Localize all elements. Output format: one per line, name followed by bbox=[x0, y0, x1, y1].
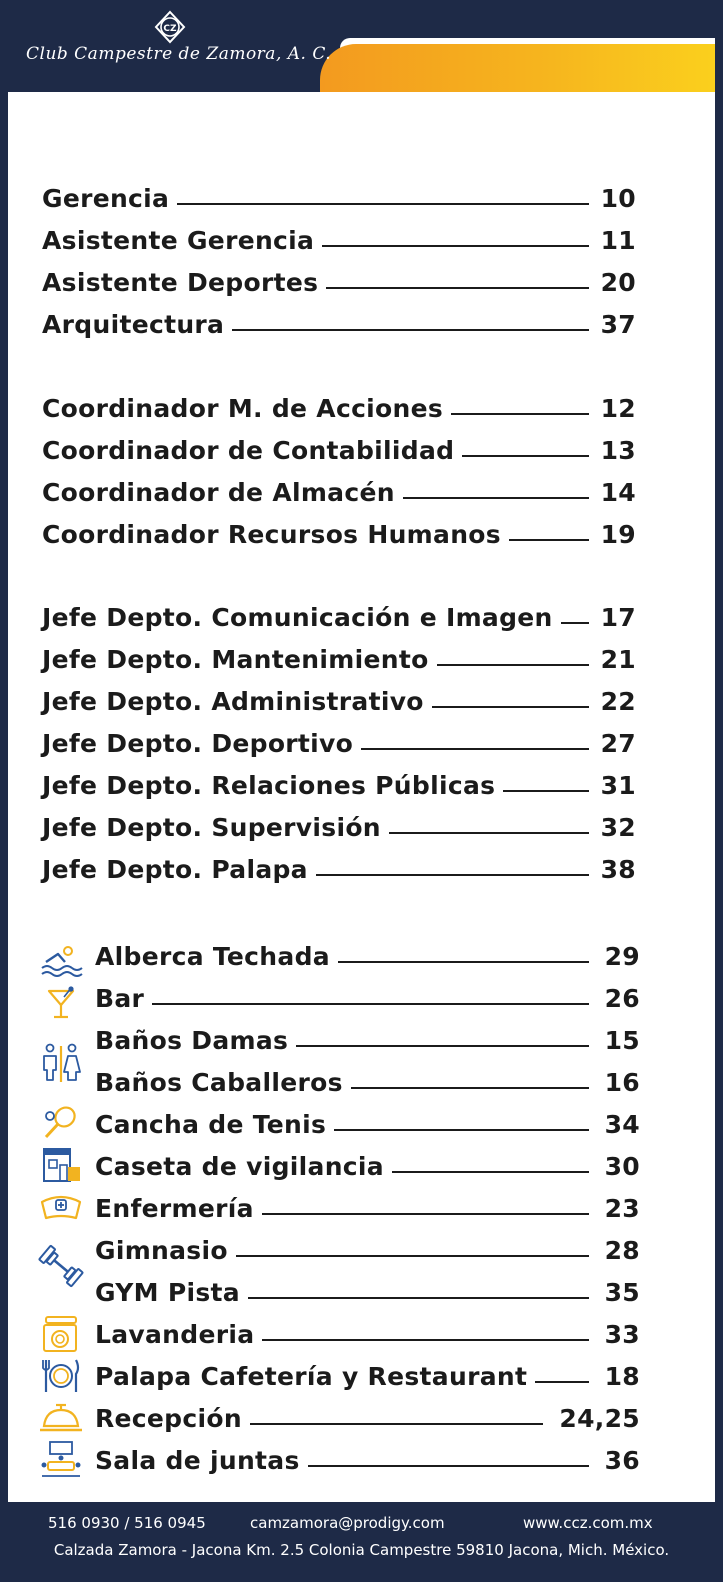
entry-label: Jefe Depto. Palapa bbox=[42, 855, 308, 884]
directory-entry bbox=[95, 1280, 640, 1305]
tennis-icon bbox=[38, 1103, 84, 1143]
entry-extension: 28 bbox=[604, 1236, 640, 1265]
entry-label: Sala de juntas bbox=[95, 1446, 300, 1475]
directory-entry bbox=[95, 1238, 640, 1263]
dot-leader bbox=[361, 748, 588, 750]
logo-text: CZ bbox=[163, 24, 177, 34]
entry-extension: 19 bbox=[600, 520, 636, 549]
directory-entry bbox=[42, 228, 636, 253]
entry-extension: 23 bbox=[604, 1194, 640, 1223]
footer-website-link[interactable]: www.ccz.com.mx bbox=[523, 1514, 653, 1532]
entry-label: Jefe Depto. Deportivo bbox=[42, 729, 354, 758]
reception-bell-icon bbox=[38, 1398, 84, 1438]
directory-entry bbox=[95, 1028, 640, 1053]
entry-extension: 27 bbox=[600, 729, 636, 758]
entry-label: GYM Pista bbox=[95, 1278, 240, 1307]
club-logo-icon bbox=[153, 10, 187, 44]
dot-leader bbox=[509, 539, 589, 541]
entry-extension: 37 bbox=[600, 310, 636, 339]
directory-entry bbox=[95, 1154, 640, 1179]
directory-entry bbox=[95, 1406, 640, 1431]
footer-phones: 516 0930 / 516 0945 bbox=[48, 1514, 206, 1532]
dot-leader bbox=[262, 1213, 589, 1215]
header-bar bbox=[0, 0, 723, 92]
directory-entry bbox=[95, 986, 640, 1011]
entry-label: Palapa Cafetería y Restaurant bbox=[95, 1362, 528, 1391]
restroom-icon bbox=[38, 1040, 84, 1086]
directory-entry bbox=[95, 1196, 640, 1221]
directory-entry bbox=[42, 815, 636, 840]
entry-extension: 17 bbox=[600, 603, 636, 632]
entry-label: Enfermería bbox=[95, 1194, 254, 1223]
entry-label: Jefe Depto. Comunicación e Imagen bbox=[42, 603, 553, 632]
entry-label: Coordinador de Contabilidad bbox=[42, 436, 455, 465]
dot-leader bbox=[403, 497, 589, 499]
entry-extension: 33 bbox=[604, 1320, 640, 1349]
directory-entry bbox=[95, 1448, 640, 1473]
swimming-icon bbox=[38, 940, 84, 980]
directory-entry bbox=[42, 438, 636, 463]
dot-leader bbox=[561, 622, 589, 624]
entry-extension: 11 bbox=[600, 226, 636, 255]
entry-label: Jefe Depto. Relaciones Públicas bbox=[42, 771, 496, 800]
right-frame bbox=[715, 0, 723, 1582]
directory-entry bbox=[42, 773, 636, 798]
dot-leader bbox=[250, 1423, 543, 1425]
entry-extension: 32 bbox=[600, 813, 636, 842]
dumbbell-icon bbox=[38, 1243, 84, 1289]
brand-name: Club Campestre de Zamora, A. C. bbox=[26, 44, 332, 64]
entry-label: Jefe Depto. Supervisión bbox=[42, 813, 381, 842]
entry-label: Asistente Deportes bbox=[42, 268, 319, 297]
dot-leader bbox=[232, 329, 588, 331]
entry-extension: 24,25 bbox=[559, 1404, 640, 1433]
left-frame bbox=[0, 0, 8, 1582]
directory-entry bbox=[95, 1322, 640, 1347]
dot-leader bbox=[152, 1003, 588, 1005]
entry-extension: 20 bbox=[600, 268, 636, 297]
entry-extension: 22 bbox=[600, 687, 636, 716]
entry-extension: 21 bbox=[600, 645, 636, 674]
entry-label: Gimnasio bbox=[95, 1236, 228, 1265]
entry-label: Cancha de Tenis bbox=[95, 1110, 327, 1139]
entry-label: Jefe Depto. Mantenimiento bbox=[42, 645, 429, 674]
dot-leader bbox=[262, 1339, 588, 1341]
footer-email-link[interactable]: camzamora@prodigy.com bbox=[250, 1514, 445, 1532]
laundry-icon bbox=[38, 1313, 84, 1353]
entry-extension: 13 bbox=[600, 436, 636, 465]
footer-address: Calzada Zamora - Jacona Km. 2.5 Colonia Campestre 59810 Jacona, Mich. México. bbox=[53, 1541, 670, 1559]
entry-extension: 12 bbox=[600, 394, 636, 423]
dot-leader bbox=[322, 245, 588, 247]
directory-entry bbox=[42, 396, 636, 421]
entry-extension: 34 bbox=[604, 1110, 640, 1139]
dot-leader bbox=[308, 1465, 589, 1467]
entry-extension: 30 bbox=[604, 1152, 640, 1181]
dot-leader bbox=[351, 1087, 589, 1089]
entry-label: Baños Caballeros bbox=[95, 1068, 343, 1097]
entry-extension: 35 bbox=[604, 1278, 640, 1307]
dot-leader bbox=[432, 706, 589, 708]
directory-entry bbox=[95, 944, 640, 969]
directory-entry bbox=[95, 1364, 640, 1389]
entry-label: Alberca Techada bbox=[95, 942, 330, 971]
meeting-room-icon bbox=[38, 1440, 84, 1480]
entry-extension: 16 bbox=[604, 1068, 640, 1097]
entry-label: Bar bbox=[95, 984, 145, 1013]
dot-leader bbox=[326, 287, 588, 289]
entry-label: Caseta de vigilancia bbox=[95, 1152, 384, 1181]
dining-icon bbox=[38, 1356, 84, 1396]
entry-extension: 36 bbox=[604, 1446, 640, 1475]
entry-label: Asistente Gerencia bbox=[42, 226, 315, 255]
header-accent-stripe bbox=[320, 44, 723, 92]
dot-leader bbox=[177, 203, 588, 205]
dot-leader bbox=[334, 1129, 588, 1131]
entry-label: Recepción bbox=[95, 1404, 242, 1433]
directory-entry bbox=[42, 480, 636, 505]
dot-leader bbox=[296, 1045, 588, 1047]
entry-extension: 26 bbox=[604, 984, 640, 1013]
entry-label: Arquitectura bbox=[42, 310, 225, 339]
directory-entry bbox=[42, 186, 636, 211]
entry-extension: 29 bbox=[604, 942, 640, 971]
dot-leader bbox=[316, 874, 589, 876]
dot-leader bbox=[338, 961, 589, 963]
directory-entry bbox=[42, 312, 636, 337]
cocktail-icon bbox=[38, 983, 84, 1023]
footer-bar bbox=[0, 1502, 723, 1582]
dot-leader bbox=[462, 455, 588, 457]
dot-leader bbox=[535, 1381, 588, 1383]
directory-entry bbox=[42, 522, 636, 547]
entry-extension: 31 bbox=[600, 771, 636, 800]
entry-extension: 14 bbox=[600, 478, 636, 507]
entry-label: Gerencia bbox=[42, 184, 170, 213]
entry-label: Lavanderia bbox=[95, 1320, 255, 1349]
entry-label: Coordinador M. de Acciones bbox=[42, 394, 444, 423]
dot-leader bbox=[437, 664, 589, 666]
entry-extension: 38 bbox=[600, 855, 636, 884]
guardhouse-icon bbox=[38, 1145, 84, 1185]
directory-entry bbox=[42, 647, 636, 672]
dot-leader bbox=[236, 1255, 589, 1257]
directory-entry bbox=[42, 731, 636, 756]
entry-label: Coordinador de Almacén bbox=[42, 478, 395, 507]
directory-entry bbox=[42, 605, 636, 630]
dot-leader bbox=[248, 1297, 589, 1299]
dot-leader bbox=[389, 832, 589, 834]
dot-leader bbox=[503, 790, 588, 792]
directory-entry bbox=[42, 689, 636, 714]
entry-extension: 18 bbox=[604, 1362, 640, 1391]
dot-leader bbox=[392, 1171, 589, 1173]
directory-entry bbox=[42, 857, 636, 882]
entry-label: Baños Damas bbox=[95, 1026, 289, 1055]
directory-entry bbox=[95, 1070, 640, 1095]
entry-extension: 15 bbox=[604, 1026, 640, 1055]
directory-entry bbox=[42, 270, 636, 295]
dot-leader bbox=[451, 413, 589, 415]
entry-extension: 10 bbox=[600, 184, 636, 213]
directory-entry bbox=[95, 1112, 640, 1137]
entry-label: Coordinador Recursos Humanos bbox=[42, 520, 501, 549]
nurse-cap-icon bbox=[38, 1188, 84, 1228]
entry-label: Jefe Depto. Administrativo bbox=[42, 687, 424, 716]
